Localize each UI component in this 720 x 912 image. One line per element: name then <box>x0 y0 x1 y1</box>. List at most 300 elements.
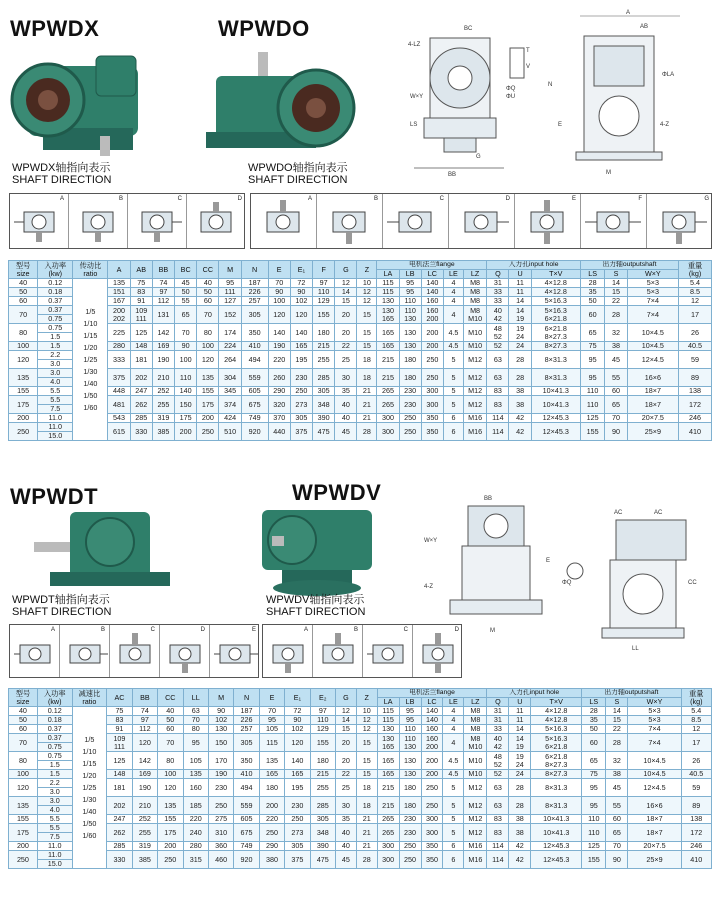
wpwdx-direction-en: SHAFT DIRECTION <box>12 174 112 186</box>
cell-value: 16×6 <box>627 369 678 387</box>
cell-value: M8 M10 <box>463 306 486 324</box>
cell-size: 155 <box>9 815 38 824</box>
cell-value: 115 <box>377 707 399 716</box>
cell-value: 215 <box>313 342 335 351</box>
cell-value: 10 <box>356 707 377 716</box>
cell-value: 10×4.5 <box>627 342 678 351</box>
cell-value: 80 <box>158 752 183 770</box>
cell-value: 109 111 <box>130 306 152 324</box>
svg-text:4-Z: 4-Z <box>424 584 433 590</box>
cell-value: 250 <box>290 387 312 396</box>
cell-power: 0.37 <box>37 725 72 734</box>
cell-value: 110 <box>580 396 605 414</box>
cell-value: 10×41.3 <box>531 387 580 396</box>
cell-value: 494 <box>241 351 268 369</box>
cell-value: 40 <box>336 842 357 851</box>
cell-size: 40 <box>9 707 38 716</box>
cell-value: 15 <box>336 725 357 734</box>
cell-value: 70 <box>197 306 219 324</box>
cell-value: 305 <box>285 842 310 851</box>
cell-value: 181 <box>130 351 152 369</box>
cell-value: 18×7 <box>627 387 678 396</box>
cell-value: 285 <box>313 369 335 387</box>
cell-value: 160 200 <box>421 734 443 752</box>
cell-value: 8×31.3 <box>531 797 582 815</box>
cell-value: 75 <box>580 342 605 351</box>
cell-value: 142 <box>132 752 157 770</box>
cell-value: 10×4.5 <box>628 770 681 779</box>
cell-power: 11.0 <box>37 842 72 851</box>
cell-value: 11 <box>509 707 531 716</box>
cell-value: 5×16.3 6×21.8 <box>531 306 580 324</box>
cell-value: 95 <box>580 369 605 387</box>
table-row <box>9 279 712 288</box>
cell-value: 40.5 <box>679 342 712 351</box>
cell-value: 38 <box>509 815 531 824</box>
cell-value: 90 <box>290 288 312 297</box>
cell-value: 4×12.8 <box>531 279 580 288</box>
cell-value: 8×27.3 <box>531 342 580 351</box>
cell-value: 110 <box>175 369 197 387</box>
cell-value: 385 <box>152 423 174 441</box>
table-row <box>9 707 712 716</box>
cell-size: 135 <box>9 369 38 387</box>
cell-value: 320 <box>268 396 290 414</box>
cell-value: 75 <box>107 707 132 716</box>
cell-value: 180 <box>399 351 421 369</box>
svg-text:W×Y: W×Y <box>410 94 424 100</box>
cell-value: 30 <box>336 797 357 815</box>
wpwdt-dir-c: C <box>110 625 160 677</box>
cell-value: 12 <box>357 288 377 297</box>
cell-value: 15 <box>356 752 377 770</box>
cell-value: 10×4.5 <box>628 752 681 770</box>
cell-value: 12 <box>336 707 357 716</box>
cell-size: 60 <box>9 297 38 306</box>
cell-value: 42 <box>509 414 531 423</box>
cell-value: 300 <box>377 423 399 441</box>
wpwdt-direction-diagrams <box>9 624 259 678</box>
cell-value: 252 <box>152 387 174 396</box>
cell-value: 21 <box>357 396 377 414</box>
cell-value: 110 <box>580 387 605 396</box>
cell-value: 72 <box>285 707 310 716</box>
cell-value: 14 19 <box>509 734 531 752</box>
wpwdv-dir-d: D <box>413 625 463 677</box>
cell-value: 20 <box>335 306 357 324</box>
cell-value: 50 <box>580 297 605 306</box>
cell-value: 150 <box>208 734 233 752</box>
cell-value: 28 <box>605 306 627 324</box>
svg-text:E: E <box>546 558 551 564</box>
cell-value: 250 <box>399 842 421 851</box>
cell-value: 174 <box>219 324 241 342</box>
cell-value: 180 <box>313 324 335 342</box>
cell-size: 200 <box>9 414 38 423</box>
cell-value: 247 <box>130 387 152 396</box>
cell-value: 160 <box>183 779 208 797</box>
cell-value: 31 <box>487 707 509 716</box>
cell-value: 24 <box>509 770 531 779</box>
cell-power: 1.5 <box>37 770 72 779</box>
cell-size: 100 <box>9 770 38 779</box>
cell-power: 4.0 <box>38 378 73 387</box>
cell-size: 200 <box>9 842 38 851</box>
cell-value: 165 <box>377 342 399 351</box>
table-row <box>9 725 712 734</box>
cell-value: 110 <box>582 815 606 824</box>
cell-value: 102 <box>285 725 310 734</box>
cell-value: 319 <box>152 414 174 423</box>
cell-size: 175 <box>9 396 38 414</box>
cell-value: M8 <box>463 288 486 297</box>
cell-value: 11 <box>509 279 531 288</box>
cell-value: 110 <box>313 288 335 297</box>
cell-size: 70 <box>9 734 38 752</box>
cell-value: 250 <box>399 851 421 869</box>
cell-value: 70 <box>259 707 284 716</box>
table-row <box>9 351 712 360</box>
cell-value: 70 <box>268 279 290 288</box>
cell-power: 3.0 <box>37 788 72 797</box>
cell-value: 305 <box>313 387 335 396</box>
th-flange: 电机法兰flange <box>377 261 487 270</box>
cell-value: 28 <box>356 851 377 869</box>
table-row <box>9 851 712 860</box>
cell-value: 28 <box>509 351 531 369</box>
wpwdo-dir-d: D <box>449 194 515 248</box>
cell-value: 202 <box>107 797 132 815</box>
cell-value: 148 <box>130 342 152 351</box>
table-row <box>9 797 712 806</box>
cell-value: 350 <box>421 414 443 423</box>
cell-value: 4.5 <box>444 324 464 342</box>
wpwdv-dir-a: A <box>263 625 313 677</box>
svg-text:A: A <box>626 10 631 16</box>
cell-value: 390 <box>313 414 335 423</box>
cell-value: 285 <box>130 414 152 423</box>
th-power: 入功率 (kw) <box>38 261 73 279</box>
cell-value: 280 <box>108 342 130 351</box>
wpwdo-direction-en: SHAFT DIRECTION <box>248 174 348 186</box>
cell-value: 65 <box>580 324 605 342</box>
cell-value: M8 <box>463 279 486 288</box>
cell-value: 195 <box>285 779 310 797</box>
cell-value: 40 42 <box>487 306 509 324</box>
cell-value: 559 <box>234 797 259 815</box>
cell-value: 615 <box>108 423 130 441</box>
cell-value: 24 <box>509 342 531 351</box>
cell-value: 18 <box>356 797 377 815</box>
cell-value: 60 <box>606 815 628 824</box>
cell-value: M12 <box>464 797 487 815</box>
cell-power: 7.5 <box>38 405 73 414</box>
cell-value: 22 <box>605 297 627 306</box>
cell-value: 95 <box>183 734 208 752</box>
cell-size: 80 <box>9 324 38 342</box>
cell-value: 11 <box>509 288 531 297</box>
cell-value: 187 <box>234 707 259 716</box>
cell-value: 19 24 <box>509 324 531 342</box>
cell-value: 5×3 <box>628 707 681 716</box>
cell-value: 4 <box>444 297 464 306</box>
cell-value: 5 <box>444 351 464 369</box>
drawing-shaft-detail-1 <box>502 38 542 128</box>
cell-value: 125 <box>580 414 605 423</box>
cell-value: 200 <box>421 770 443 779</box>
th2-input: 入力孔input hole <box>487 689 582 698</box>
cell-ratio: 1/5 1/10 1/15 1/20 1/25 1/30 1/40 1/50 1/60 <box>72 707 107 869</box>
cell-power: 5.5 <box>38 387 73 396</box>
cell-value: 345 <box>219 387 241 396</box>
cell-value: 72 <box>290 279 312 288</box>
cell-value: 125 <box>130 324 152 342</box>
cell-value: 5 <box>443 797 464 815</box>
cell-value: 155 <box>313 306 335 324</box>
cell-value: 28 <box>580 279 605 288</box>
cell-value: 494 <box>234 779 259 797</box>
cell-value: 138 <box>681 815 711 824</box>
svg-text:LL: LL <box>632 646 639 652</box>
cell-value: 300 <box>421 815 443 824</box>
cell-value: 246 <box>681 842 711 851</box>
cell-value: 250 <box>399 423 421 441</box>
cell-value: 273 <box>290 396 312 414</box>
cell-value: 285 <box>310 797 335 815</box>
wpwdt-dir-a: A <box>10 625 60 677</box>
cell-value: 90 <box>208 707 233 716</box>
cell-value: 89 <box>681 797 711 815</box>
cell-value: 20×7.5 <box>627 414 678 423</box>
cell-size: 250 <box>9 423 38 441</box>
cell-value: 15 <box>606 716 628 725</box>
cell-value: 10×41.3 <box>531 815 582 824</box>
cell-value: 120 <box>197 351 219 369</box>
cell-value: 42 <box>509 423 531 441</box>
cell-value: 100 <box>175 351 197 369</box>
cell-value: 330 <box>130 423 152 441</box>
cell-value: 90 <box>606 851 628 869</box>
cell-value: M16 <box>463 423 486 441</box>
cell-value: 5.4 <box>679 279 712 288</box>
wpwdv-direction-en: SHAFT DIRECTION <box>266 606 366 618</box>
cell-value: 97 <box>313 279 335 288</box>
cell-value: 125 <box>582 842 606 851</box>
cell-value: 95 <box>582 797 606 815</box>
table-row <box>9 824 712 833</box>
cell-value: 97 <box>152 288 174 297</box>
cell-value: 28 <box>582 707 606 716</box>
table-row <box>9 842 712 851</box>
cell-value: 112 <box>132 725 157 734</box>
cell-value: 475 <box>310 851 335 869</box>
cell-value: 22 <box>335 342 357 351</box>
cell-value: 14 <box>335 288 357 297</box>
svg-text:LS: LS <box>410 122 418 128</box>
table-row <box>9 716 712 725</box>
cell-value: 200 <box>421 752 443 770</box>
th2-weight: 重量 (kg) <box>681 689 711 707</box>
cell-value: 5 <box>443 815 464 824</box>
cell-value: 185 <box>183 797 208 815</box>
cell-value: 16×6 <box>628 797 681 815</box>
cell-value: 12 <box>356 716 377 725</box>
cell-value: 20×7.5 <box>628 842 681 851</box>
wpwdo-direction-cn: WPWDO轴指向表示 <box>248 162 348 174</box>
cell-value: 230 <box>208 779 233 797</box>
cell-value: M8 <box>464 716 487 725</box>
cell-power: 0.12 <box>37 707 72 716</box>
cell-value: 262 <box>107 824 132 842</box>
cell-value: 42 <box>509 842 531 851</box>
cell-size: 60 <box>9 725 38 734</box>
cell-value: 35 <box>582 716 606 725</box>
cell-value: 305 <box>290 414 312 423</box>
cell-value: 14 <box>509 297 531 306</box>
cell-value: 10×4.5 <box>627 324 678 342</box>
cell-value: 605 <box>241 387 268 396</box>
cell-value: 45 <box>606 779 628 797</box>
cell-value: 202 <box>130 369 152 387</box>
cell-value: 190 <box>208 770 233 779</box>
cell-value: 10 <box>357 279 377 288</box>
cell-value: 135 <box>259 752 284 770</box>
cell-value: 200 202 <box>108 306 130 324</box>
cell-value: 40.5 <box>681 770 711 779</box>
cell-value: 4 <box>443 725 464 734</box>
cell-value: 32 <box>605 324 627 342</box>
wpwdx-dir-c: C <box>128 194 187 248</box>
cell-value: 280 <box>183 842 208 851</box>
cell-value: 20 <box>336 752 357 770</box>
cell-value: 273 <box>285 824 310 842</box>
cell-value: 180 <box>399 369 421 387</box>
cell-value: 310 <box>208 824 233 842</box>
cell-value: M12 <box>464 779 487 797</box>
cell-value: 481 <box>108 396 130 414</box>
cell-value: 63 <box>487 797 509 815</box>
cell-value: 12×45.3 <box>531 851 582 869</box>
cell-value: M12 <box>464 824 487 842</box>
cell-value: 255 <box>152 396 174 414</box>
cell-value: 165 <box>290 342 312 351</box>
cell-power: 1.5 <box>38 333 73 342</box>
table-row <box>9 770 712 779</box>
cell-value: 97 <box>310 707 335 716</box>
cell-size: 155 <box>9 387 38 396</box>
cell-value: 375 <box>290 423 312 441</box>
svg-text:4-LZ: 4-LZ <box>408 42 421 48</box>
cell-value: 675 <box>234 824 259 842</box>
cell-value: 130 165 <box>377 734 399 752</box>
cell-value: 130 165 <box>377 306 399 324</box>
cell-value: 155 <box>580 423 605 441</box>
cell-value: 250 <box>421 797 443 815</box>
cell-value: 370 <box>268 414 290 423</box>
cell-value: 95 <box>259 716 284 725</box>
svg-text:N: N <box>548 82 553 88</box>
cell-value: 109 111 <box>107 734 132 752</box>
cell-value: 95 <box>399 279 421 288</box>
cell-value: 142 <box>152 324 174 342</box>
cell-value: 48 52 <box>487 752 509 770</box>
cell-value: M12 <box>463 396 486 414</box>
cell-value: 18×7 <box>628 824 681 842</box>
cell-value: 348 <box>310 824 335 842</box>
cell-value: 114 <box>487 414 509 423</box>
cell-power: 0.12 <box>38 279 73 288</box>
cell-value: 250 <box>197 423 219 441</box>
cell-value: 300 <box>421 824 443 842</box>
cell-value: 111 <box>219 288 241 297</box>
cell-value: 12×45.3 <box>531 414 580 423</box>
svg-text:4-Z: 4-Z <box>660 122 669 128</box>
cell-value: 305 <box>234 734 259 752</box>
cell-value: 63 <box>487 779 509 797</box>
cell-value: 25 <box>335 351 357 369</box>
cell-value: 180 <box>259 779 284 797</box>
table-row <box>9 369 712 378</box>
cell-size: 100 <box>9 342 38 351</box>
svg-text:CC: CC <box>688 580 697 586</box>
svg-text:G: G <box>476 154 481 160</box>
cell-value: 4 <box>443 707 464 716</box>
cell-value: 19 24 <box>509 752 531 770</box>
cell-power: 15.0 <box>38 432 73 441</box>
cell-value: 148 <box>107 770 132 779</box>
cell-value: 155 <box>197 387 219 396</box>
cell-value: 102 <box>290 297 312 306</box>
cell-value: 7×4 <box>627 306 678 324</box>
cell-value: 15 <box>357 324 377 342</box>
th-weight: 重量 (kg) <box>679 261 712 279</box>
cell-value: 115 <box>259 734 284 752</box>
cell-value: 55 <box>606 797 628 815</box>
cell-value: 448 <box>108 387 130 396</box>
cell-value: M16 <box>464 842 487 851</box>
cell-value: 60 <box>580 306 605 324</box>
wpwdx-direction-diagrams <box>9 193 245 249</box>
cell-value: 18 <box>357 351 377 369</box>
cell-value: 559 <box>241 369 268 387</box>
cell-value: 33 <box>487 288 509 297</box>
cell-value: 83 <box>487 396 509 414</box>
cell-value: 246 <box>679 414 712 423</box>
svg-text:AB: AB <box>640 24 649 30</box>
cell-value: 45 <box>336 851 357 869</box>
th2-power: 入功率 (kw) <box>37 689 72 707</box>
wpwdo-dir-c: C <box>383 194 449 248</box>
cell-value: 12 <box>357 297 377 306</box>
cell-value: 22 <box>606 725 628 734</box>
title-wpwdv: WPWDV <box>292 480 382 505</box>
cell-value: 175 <box>175 414 197 423</box>
cell-value: M10 <box>464 770 487 779</box>
cell-value: 130 <box>208 725 233 734</box>
cell-value: 130 <box>377 725 399 734</box>
cell-value: 543 <box>108 414 130 423</box>
table-row <box>9 297 712 306</box>
cell-value: 120 <box>285 734 310 752</box>
title-wpwdx: WPWDX <box>10 16 100 41</box>
cell-value: 22 <box>336 770 357 779</box>
cell-value: 255 <box>313 351 335 369</box>
cell-value: 50 <box>197 288 219 297</box>
cell-value: 75 <box>130 279 152 288</box>
cell-power: 0.75 <box>38 324 73 333</box>
cell-value: 90 <box>268 288 290 297</box>
cell-value: 240 <box>183 824 208 842</box>
